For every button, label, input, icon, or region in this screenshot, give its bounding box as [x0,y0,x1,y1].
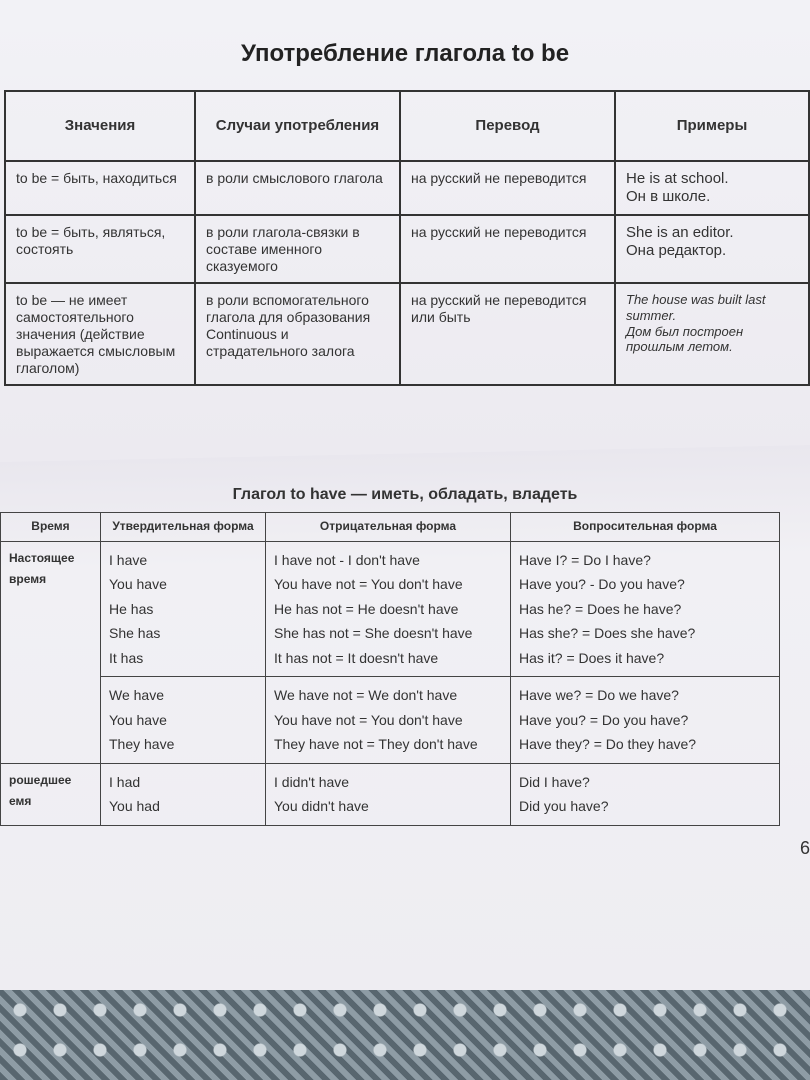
list-item: Have they? = Do they have? [519,736,697,753]
to-have-title: Глагол to have — иметь, обладать, владеть [232,486,578,503]
list-cell [101,541,266,677]
list-item: Did I have? [519,773,590,790]
list-cell [511,763,780,825]
list-cell [101,677,266,764]
header-meaning: Значения [5,91,195,161]
background-fabric [0,990,810,1080]
translation-cell: на русский не переводится [400,161,615,215]
list-item: You have [109,576,167,593]
list-item: You have [109,711,167,728]
list-item: She has not = She doesn't have [274,625,473,642]
list-item: We have not = We don't have [274,687,458,704]
list-cell [511,677,780,764]
header-examples: Примеры [615,91,809,161]
list-item: I have not - I don't have [274,551,420,568]
table-row [1,541,780,677]
header-affirmative: Утвердительная форма [101,513,266,542]
example-en: She is an editor. [626,224,734,241]
page-number: 6 [799,838,810,858]
list-item: Have you? = Do you have? [519,711,689,728]
meaning-cell: to be = быть, находиться [5,161,195,215]
list-item: Have I? = Do I have? [519,551,651,568]
list-item: It has [109,649,144,666]
list-item: It has not = It doesn't have [274,649,439,666]
list-item: You didn't have [274,798,369,815]
to-have-table [0,512,780,826]
to-be-table [4,90,810,386]
list-cell [101,763,266,825]
list-item: You have not = You don't have [274,576,463,593]
list-item: I had [109,773,141,790]
to-be-header-row [5,91,809,161]
list-item: He has [109,600,154,617]
list-item: Have you? - Do you have? [519,576,685,593]
table-row [5,283,809,385]
translation-cell: на русский не переводится или быть [400,283,615,385]
list-cell [266,763,511,825]
list-item: Has it? = Does it have? [519,649,665,666]
list-item: You had [109,798,160,815]
list-item: Have we? = Do we have? [519,687,679,704]
list-item: They have not = They don't have [274,736,478,753]
table-row [5,161,809,215]
to-be-title: Употребление глагола to be [240,40,570,67]
list-item: We have [109,687,164,704]
example-en: He is at school. [626,170,729,187]
table-row [1,763,780,825]
list-item: Has she? = Does she have? [519,625,696,642]
usage-cell: в роли смыслового глагола [195,161,400,215]
list-item: He has not = He doesn't have [274,600,459,617]
example-cell [615,215,809,283]
past-label: рошедшее емя [1,763,101,825]
header-usage: Случаи употребления [195,91,400,161]
table-row [5,215,809,283]
list-item: She has [109,625,161,642]
list-item: Did you have? [519,798,609,815]
usage-cell: в роли вспомогательного глагола для образования Continuous и страдательного залога [195,283,400,385]
meaning-cell: to be — не имеет самостоятельного значения (действие выражается смысловым глаголом) [5,283,195,385]
to-have-header-row [1,513,780,542]
list-item: They have [109,736,175,753]
example-cell [615,283,809,385]
example-ru: Дом был построен прошлым летом. [626,323,744,355]
table-row [1,677,780,764]
list-item: I didn't have [274,773,350,790]
list-item: I have [109,551,148,568]
example-ru: Он в школе. [626,188,711,205]
list-cell [511,541,780,677]
header-question: Вопросительная форма [511,513,780,542]
header-tense: Время [1,513,101,542]
translation-cell: на русский не переводится [400,215,615,283]
example-ru: Она редактор. [626,242,727,259]
list-item: You have not = You don't have [274,711,463,728]
example-en: The house was built last summer. [626,292,766,323]
usage-cell: в роли глагола-связки в составе именного сказуемого [195,215,400,283]
example-cell [615,161,809,215]
header-translation: Перевод [400,91,615,161]
header-negative: Отрицательная форма [266,513,511,542]
present-label: Настоящее время [1,541,101,763]
list-item: Has he? = Does he have? [519,600,682,617]
list-cell [266,677,511,764]
meaning-cell: to be = быть, являться, состоять [5,215,195,283]
list-cell [266,541,511,677]
